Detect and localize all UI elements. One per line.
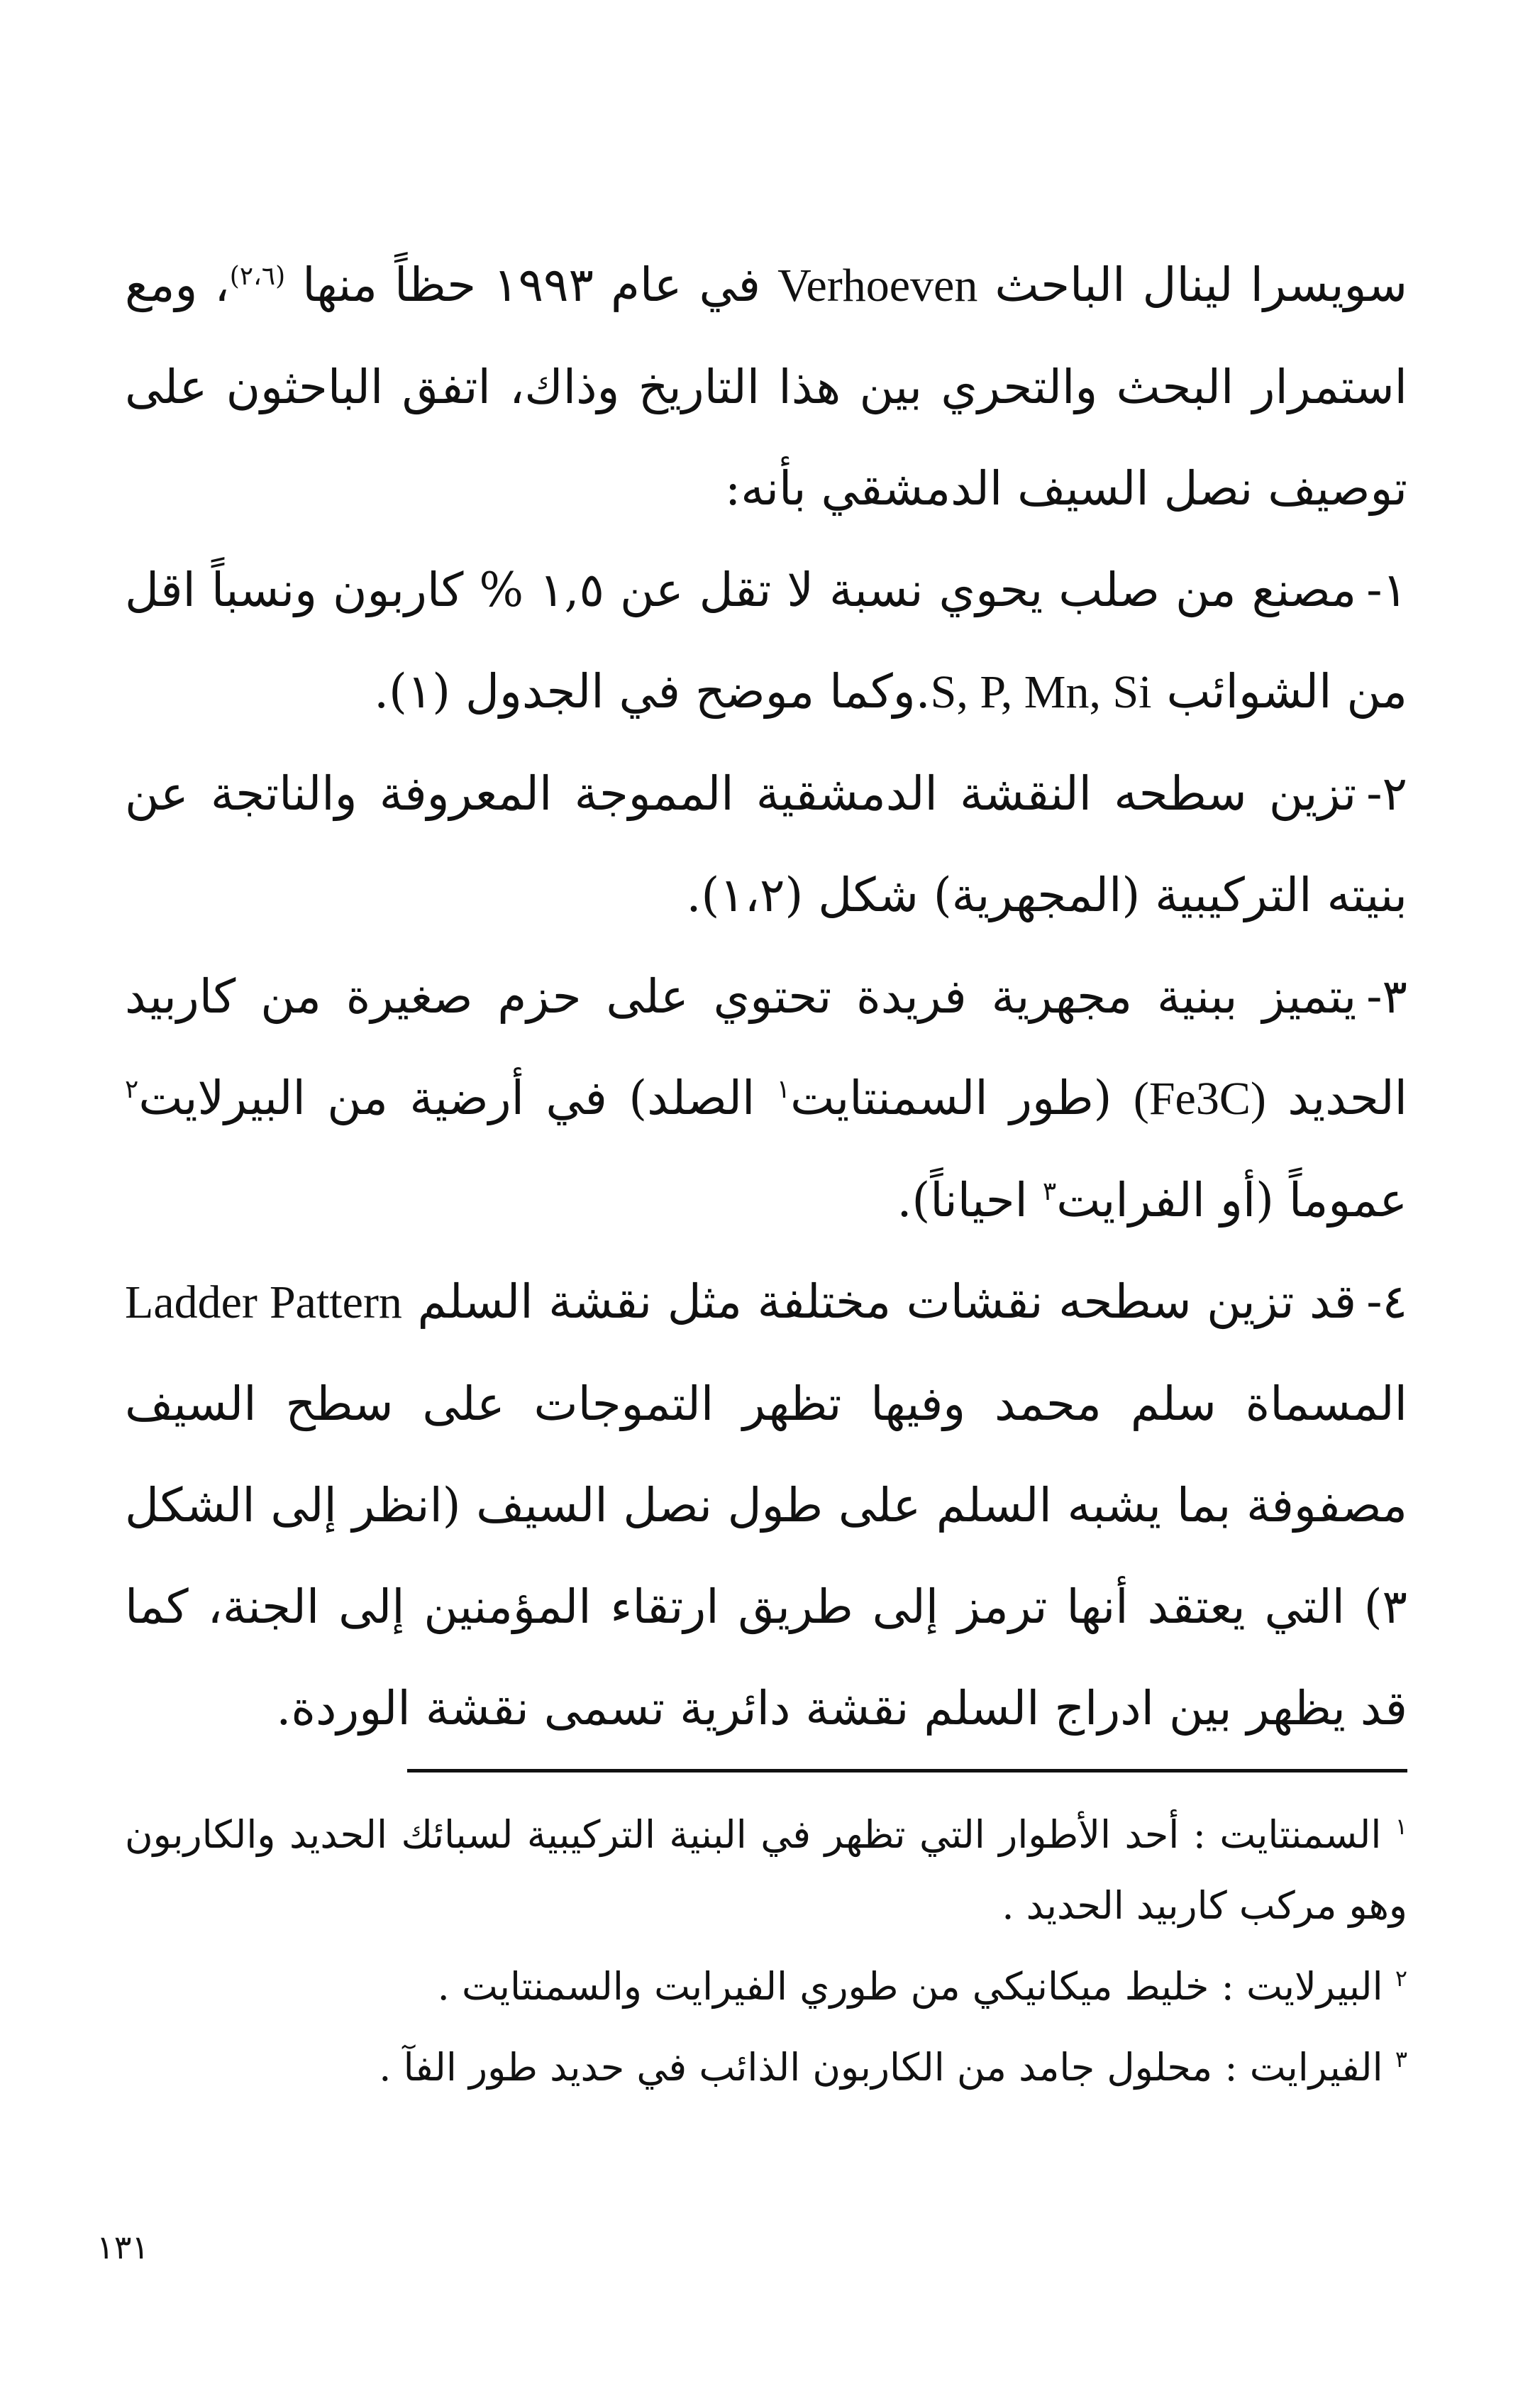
footnotes <box>125 1799 1407 2113</box>
footnote-mark: ٢ <box>1395 1965 1407 1992</box>
list-item <box>125 743 1407 946</box>
element-symbols: S, P, Mn, Si <box>930 666 1152 718</box>
chemical-formula: (Fe3C) <box>1133 1073 1266 1125</box>
footnote-text: الفيرايت : محلول جامد من الكاربون الذائب في حديد طور الفآ . <box>379 2045 1383 2090</box>
item-text: احياناً). <box>897 1173 1043 1228</box>
intro-text-rest: ، ومع استمرار البحث والتحري بين هذا التاريخ وذاك، اتفق الباحثون على توصيف نصل السيف الدمشقي بأنه: <box>125 258 1407 516</box>
item-text: الصلد) في أرضية من البيرلايت <box>138 1071 777 1125</box>
footnote-ref: ١ <box>776 1075 791 1104</box>
body-text <box>125 234 1407 1759</box>
footnote-divider <box>407 1769 1407 1772</box>
footnote <box>125 1951 1407 2022</box>
footnote-ref: ٣ <box>1042 1177 1057 1206</box>
footnote-text: السمنتايت : أحد الأطوار التي تظهر في البنية التركيبية لسبائك الحديد والكاربون وهو مركب كاربيد الحديد . <box>125 1812 1407 1928</box>
list-item <box>125 1251 1407 1759</box>
footnote-ref: ٢ <box>125 1075 139 1104</box>
item-text: عموماً (أو الفرايت <box>1056 1173 1407 1228</box>
item-text: يتميز ببنية مجهرية فريدة تحتوي على حزم صغيرة من كاربيد الحديد <box>125 969 1407 1125</box>
footnote-mark: ٣ <box>1395 2046 1407 2073</box>
item-text: .وكما موضح في الجدول (١). <box>374 664 931 719</box>
item-text: (طور السمنتايت <box>790 1071 1134 1125</box>
intro-paragraph <box>125 234 1407 539</box>
item-text: تزين سطحه النقشة الدمشقية المموجة المعروفة والناتجة عن بنيته التركيبية (المجهرية) شكل (١،٢). <box>125 766 1407 922</box>
list-item <box>125 539 1407 743</box>
item-number: ٢- <box>1366 766 1407 821</box>
item-number: ٣- <box>1366 969 1407 1024</box>
item-number: ١- <box>1366 563 1407 617</box>
citation-ref: (٢،٦) <box>229 262 286 291</box>
item-text: قد تزين سطحه نقشات مختلفة مثل نقشة السلم <box>401 1274 1357 1329</box>
footnote <box>125 2032 1407 2103</box>
footnote-mark: ١ <box>1395 1813 1407 1840</box>
intro-text-start: سويسرا لينال الباحث <box>977 258 1408 312</box>
pattern-name-english: Ladder Pattern <box>125 1277 402 1328</box>
footnote-text: البيرلايت : خليط ميكانيكي من طوري الفيرايت والسمنتايت . <box>437 1964 1383 2009</box>
intro-text-year: في عام ١٩٩٣ حظاً منها <box>285 258 778 312</box>
item-text: المسماة سلم محمد وفيها تظهر التموجات على سطح السيف مصفوفة بما يشبه السلم على طول نصل السيف (انظر إلى الشكل ٣) التي يعتقد أنها ترمز إلى طريق ارتقاء المؤمنين إلى الجنة، كما قد يظهر بين ادراج السلم نقشة دائرية تسمى نقشة الوردة. <box>125 1377 1407 1736</box>
author-name: Verhoeven <box>777 260 978 311</box>
footnote <box>125 1799 1407 1941</box>
list-item <box>125 946 1407 1251</box>
item-number: ٤- <box>1366 1274 1408 1329</box>
item-text: مصنع من صلب يحوي نسبة لا تقل عن ١,٥ % كاربون ونسباً اقل من الشوائب <box>125 563 1407 719</box>
page-number: ١٣١ <box>96 2228 150 2266</box>
